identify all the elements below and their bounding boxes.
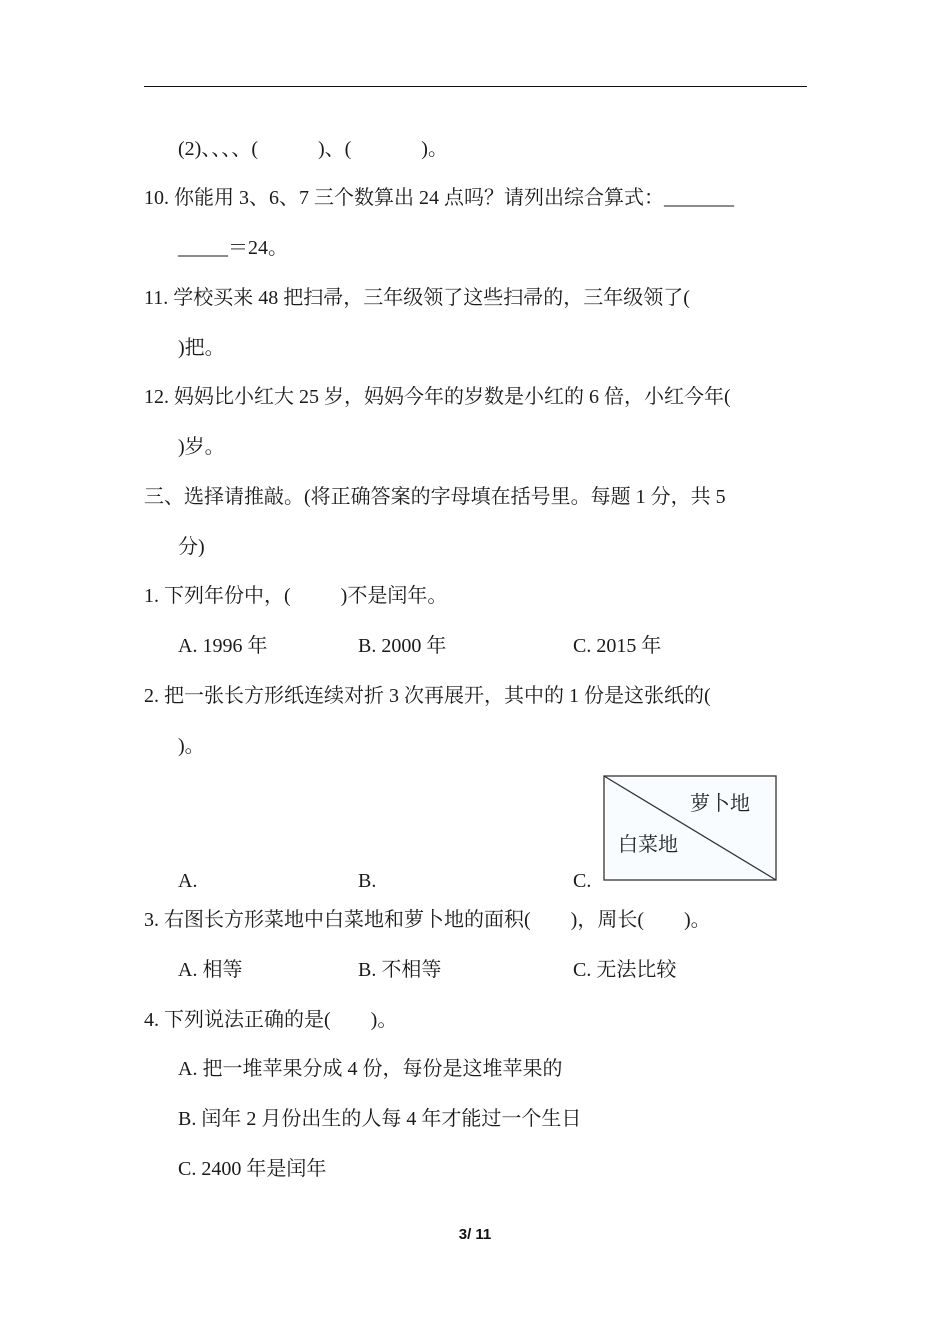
choice-q4-option-b: B. 闰年 2 月份出生的人每 4 年才能过一个生日 — [178, 1108, 582, 1130]
q12-text: 12. 妈妈比小红大 25 岁，妈妈今年的岁数是小红的 6 倍，小红今年( — [144, 386, 731, 408]
choice-q3-option-a: A. 相等 — [178, 959, 243, 981]
choice-q2-text-cont: )。 — [178, 735, 205, 757]
choice-q3-option-c: C. 无法比较 — [573, 959, 677, 981]
header-rule — [144, 86, 807, 87]
choice-q1-option-a: A. 1996 年 — [178, 635, 268, 657]
vegetable-field-figure — [600, 770, 780, 886]
section-3-heading-cont: 分) — [178, 536, 205, 558]
page-number — [0, 1226, 950, 1243]
choice-q4-option-c: C. 2400 年是闰年 — [178, 1158, 327, 1180]
q11-text: 11. 学校买来 48 把扫帚，三年级领了这些扫帚的，三年级领了( — [144, 287, 690, 309]
q10-text: 10. 你能用 3、6、7 三个数算出 24 点吗？请列出综合算式：_______ — [144, 187, 734, 209]
choice-q2-option-a: A. — [178, 870, 198, 892]
choice-q2-option-c: C. — [573, 870, 592, 892]
choice-q1-option-c: C. 2015 年 — [573, 635, 662, 657]
choice-q2-text: 2. 把一张长方形纸连续对折 3 次再展开，其中的 1 份是这张纸的( — [144, 685, 711, 707]
choice-q4-option-a: A. 把一堆苹果分成 4 份，每份是这堆苹果的 — [178, 1058, 563, 1080]
choice-q2-option-b: B. — [358, 870, 377, 892]
q11-text-cont: )把。 — [178, 337, 225, 359]
choice-q3-text: 3. 右图长方形菜地中白菜地和萝卜地的面积( )，周长( )。 — [144, 909, 711, 931]
page-separator: / — [467, 1226, 476, 1243]
q10-text-cont: _____＝24。 — [178, 237, 288, 259]
section-3-heading: 三、选择请推敲。(将正确答案的字母填在括号里。每题 1 分，共 5 — [144, 486, 726, 508]
page-total: 11 — [475, 1226, 492, 1243]
choice-q1-option-b: B. 2000 年 — [358, 635, 447, 657]
page-current: 3 — [458, 1226, 468, 1243]
radish-field-label: 萝卜地 — [690, 791, 750, 815]
choice-q4-text: 4. 下列说法正确的是( )。 — [144, 1009, 398, 1031]
cabbage-field-label: 白菜地 — [618, 832, 678, 856]
choice-q1-text: 1. 下列年份中，( )不是闰年。 — [144, 585, 448, 607]
q12-text-cont: )岁。 — [178, 436, 225, 458]
choice-q3-option-b: B. 不相等 — [358, 959, 442, 981]
q9-continuation: (2)、、、、( )、( )。 — [178, 138, 448, 160]
